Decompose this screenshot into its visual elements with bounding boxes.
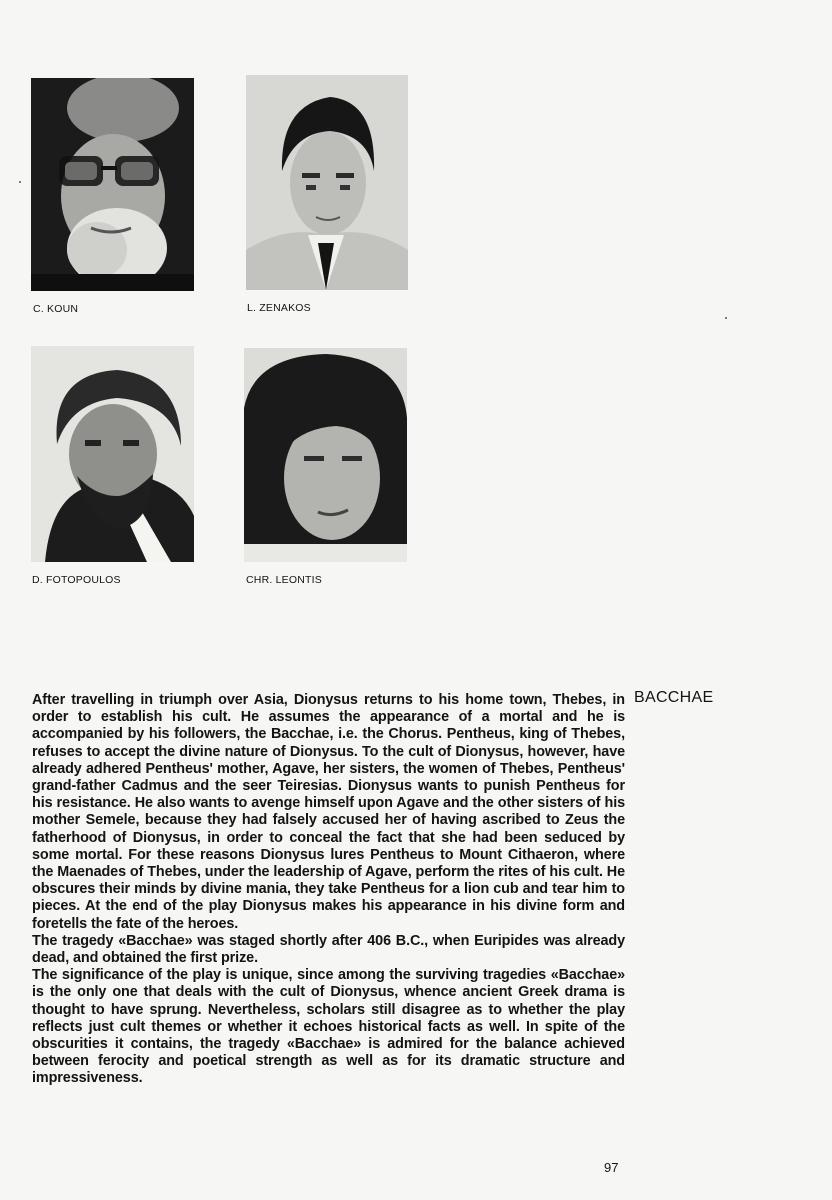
portrait-koun-image — [31, 78, 194, 291]
body-text — [32, 692, 625, 1088]
paragraph-staging: The tragedy «Bacchae» was staged shortly after 406 B.C., when Euripides was already dead, and obtained the first prize. — [32, 932, 625, 967]
portrait-caption-koun: C. KOUN — [33, 303, 79, 315]
paragraph-significance: The significance of the play is unique, since among the surviving tragedies «Bacchae» is the only one that deals with the cult of Dionysus, whence ancient Greek drama is thought to have sprung. Nevertheless, scholars still disagree as to whether the play reflects just cult themes or whether it echoes historical facts as well. In spite of the obscurities it contains, the tragedy «Bacchae» is admired for the balance achieved between ferocity and poetical strength as well as for its dramatic structure and impressiveness. — [32, 967, 625, 1087]
portrait-photo-koun — [31, 78, 194, 291]
portrait-photo-zenakos — [246, 75, 408, 290]
portrait-zenakos-image — [246, 75, 408, 290]
portrait-photo-fotopoulos — [31, 346, 194, 562]
portrait-caption-zenakos: L. ZENAKOS — [247, 302, 311, 314]
page-number: 97 — [604, 1160, 619, 1175]
portrait-leontis-image — [244, 348, 407, 562]
portrait-caption-leontis: CHR. LEONTIS — [246, 574, 322, 586]
section-title: BACCHAE — [634, 689, 714, 706]
paragraph-synopsis: After travelling in triumph over Asia, Dionysus returns to his home town, Thebes, in order to establish his cult. He assumes the appearance of a mortal and he is accompanied by his followers, the Bacchae, i.e. the Chorus. Pentheus, king of Thebes, refuses to accept the divine nature of Dionysus. To the cult of Dionysus, however, have already adhered Pentheus' mother, Agave, her sisters, the women of Thebes, Pentheus' grand-father Cadmus and the seer Teiresias. Dionysus wants to punish Pentheus for his resistance. He also wants to avenge himself upon Agave and the other sisters of his mother Semele, because they had falsely accused her of having ascribed to Zeus the fatherhood of Dionysus, in order to conceal the fact that she had been seduced by some mortal. For these reasons Dionysus lures Pentheus to Mount Cithaeron, where the Maenades of Thebes, under the leadership of Agave, perform the rites of his cult. He obscures their minds by divine mania, they take Pentheus for a lion cub and tear him to pieces. At the end of the play Dionysus makes his appearance in his divine form and foretells the fate of the heroes. — [32, 692, 625, 932]
portrait-photo-leontis — [244, 348, 407, 562]
scan-speck — [725, 317, 727, 319]
scan-speck — [19, 181, 21, 183]
portrait-caption-fotopoulos: D. FOTOPOULOS — [32, 574, 121, 586]
portrait-fotopoulos-image — [31, 346, 194, 562]
